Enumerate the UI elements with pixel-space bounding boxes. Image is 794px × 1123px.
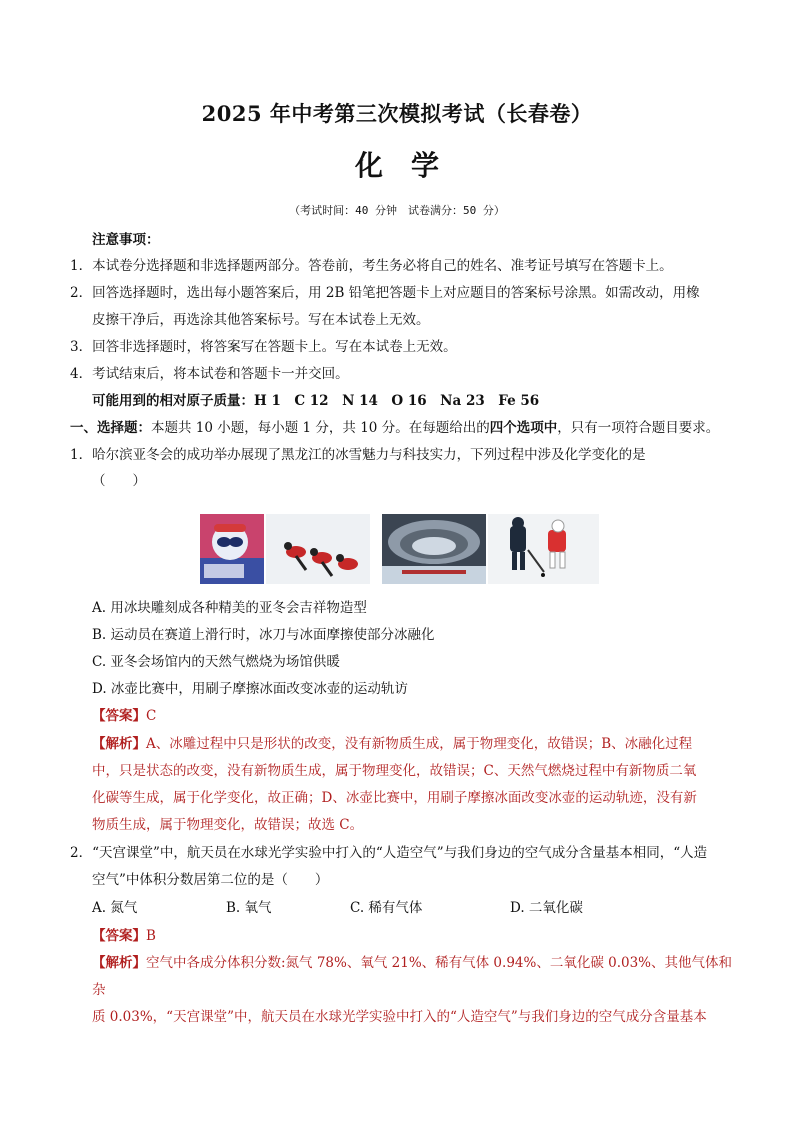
hockey-image	[488, 514, 599, 584]
note-item: 3．回答非选择题时，将答案写在答题卡上。写在本试卷上无效。	[70, 339, 457, 355]
q2-option-d: D. 二氧化碳	[510, 900, 583, 916]
analysis-tag: 【解析】	[92, 955, 146, 971]
mascot-image	[200, 514, 264, 584]
exam-title: 2025 年中考第三次模拟考试（长春卷）	[201, 101, 593, 126]
q2-answer	[92, 926, 156, 946]
subject-title: 化学	[354, 149, 467, 182]
answer-value: B	[146, 928, 156, 944]
q1-blank: （ ）	[92, 473, 146, 489]
section-heading	[70, 418, 719, 438]
answer-tag: 【答案】	[92, 928, 146, 944]
analysis-tag: 【解析】	[92, 736, 146, 752]
q1-option-c: C. 亚冬会场馆内的天然气燃烧为场馆供暖	[92, 654, 340, 670]
q1-analysis	[92, 734, 692, 754]
q1-option-b: B. 运动员在赛道上滑行时，冰刀与冰面摩擦使部分冰融化	[92, 627, 435, 643]
section-heading-tail: ，只有一项符合题目要求。	[557, 420, 720, 436]
q2-analysis-line: 杂	[92, 982, 106, 998]
section-heading-emph: 四个选项中	[489, 420, 558, 436]
q2-analysis	[92, 953, 732, 973]
q1-analysis-line: 化碳等生成，属于化学变化，故正确；D、冰壶比赛中，用刷子摩擦冰面改变冰壶的运动轨迹，没有新	[92, 790, 697, 806]
notes-heading: 注意事项：	[92, 232, 160, 248]
section-heading-text: 本题共 10 小题，每小题 1 分，共 10 分。在每题给出的	[151, 420, 490, 436]
q1-option-a: A. 用冰块雕刻成各种精美的亚冬会吉祥物造型	[92, 600, 367, 616]
analysis-text: A、冰雕过程中只是形状的改变，没有新物质生成，属于物理变化，故错误；B、冰融化过程	[146, 736, 693, 752]
answer-tag: 【答案】	[92, 708, 146, 724]
q1-analysis-line: 物质生成，属于物理变化，故错误；故选 C。	[92, 817, 364, 833]
answer-value: C	[146, 708, 157, 724]
q1-option-d: D. 冰壶比赛中，用刷子摩擦冰面改变冰壶的运动轨访	[92, 681, 408, 697]
note-item: 2．回答选择题时，选出每小题答案后，用 2B 铅笔把答题卡上对应题目的答案标号涂黑。如需改动，用橡	[70, 285, 700, 301]
section-heading-label: 一、选择题：	[70, 420, 151, 436]
note-item: 1．本试卷分选择题和非选择题两部分。答卷前，考生务必将自己的姓名、准考证号填写在答题卡上。	[70, 258, 673, 274]
atomic-masses: 可能用到的相对原子质量：H 1 C 12 N 14 O 16 Na 23 Fe 56	[92, 393, 540, 409]
q2-option-a: A. 氮气	[92, 900, 138, 916]
note-item: 4．考试结束后，将本试卷和答题卡一并交回。	[70, 366, 349, 382]
q2-stem: 2．“天宫课堂”中，航天员在水球光学实验中打入的“人造空气”与我们身边的空气成分含量基本相同，“人造	[70, 845, 708, 861]
q2-stem-line: 空气”中体积分数居第二位的是（ ）	[92, 872, 329, 888]
q1-answer	[92, 706, 156, 726]
q2-analysis-line: 质 0.03%，“天宫课堂”中，航天员在水球光学实验中打入的“人造空气”与我们身边的空气成分含量基本	[92, 1009, 707, 1025]
exam-meta: （考试时间：40 分钟 试卷满分：50 分）	[289, 204, 505, 217]
q1-stem: 1．哈尔滨亚冬会的成功举办展现了黑龙江的冰雪魅力与科技实力，下列过程中涉及化学变化的是	[70, 447, 646, 463]
q2-option-c: C. 稀有气体	[350, 900, 423, 916]
q2-option-b: B. 氧气	[226, 900, 272, 916]
q1-analysis-line: 中，只是状态的改变，没有新物质生成，属于物理变化，故错误；C、天然气燃烧过程中有新物质二氧	[92, 763, 697, 779]
analysis-text: 空气中各成分体积分数:氮气 78%、氧气 21%、稀有气体 0.94%、二氧化碳 0.03%、其他气体和	[146, 955, 732, 971]
note-item: 皮擦干净后，再选涂其他答案标号。写在本试卷上无效。	[92, 312, 430, 328]
stadium-image	[382, 514, 486, 584]
skating-image	[266, 514, 370, 584]
